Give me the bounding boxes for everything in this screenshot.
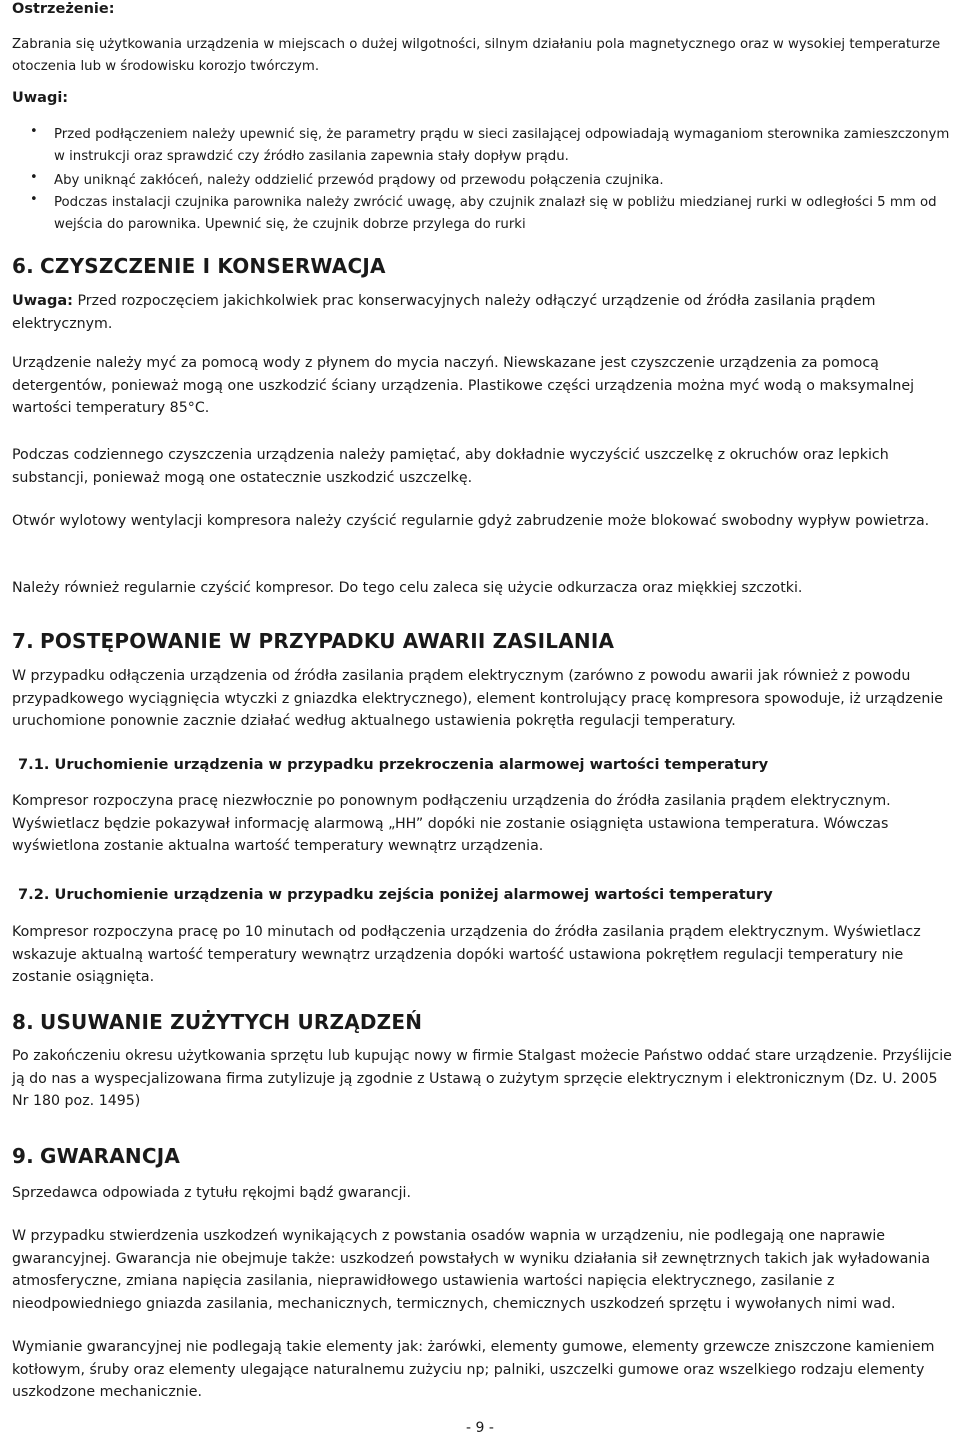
section-9-number: 9. (12, 1144, 34, 1168)
warning-text: Zabrania się użytkowania urządzenia w miejscach o dużej wilgotności, silnym działaniu pola magnetycznego oraz w wysokiej temperaturze otoczenia lub w środowisku korozjo twórczym. (12, 37, 941, 75)
subsection-7-2-text: Kompresor rozpoczyna pracę po 10 minutach od podłączenia urządzenia do źródła zasilania prądem elektrycznym. Wyświetlacz wskazuje aktualną wartość temperatury wewnątrz urządzenia dopóki wartość ustawiona pokrętłem regulacji temperatury nie zostanie osiągnięta. (12, 924, 921, 986)
section-9-paragraph: Wymianie gwarancyjnej nie podlegają takie elementy jak: żarówki, elementy gumowe, elementy grzewcze zniszczone kamieniem kotłowym, śruby oraz elementy ulegające naturalnemu zużyciu np; palniki, uszczelki gumowe oraz wszelkiego rodzaju elementy uszkodzone mechanicznie. (12, 1339, 935, 1401)
section-6-warning-text: Przed rozpoczęciem jakichkolwiek prac konserwacyjnych należy odłączyć urządzenie od źródła zasilania prądem elektrycznym. (12, 293, 876, 332)
section-9-paragraph: Sprzedawca odpowiada z tytułu rękojmi bądź gwarancji. (12, 1185, 411, 1201)
section-6-warning-label: Uwaga: (12, 293, 73, 309)
notes-item: Przed podłączeniem należy upewnić się, że parametry prądu w sieci zasilającej odpowiadają wymaganiom sterownika zamieszczonym w instrukcji oraz sprawdzić czy źródło zasilania zapewnia stały dopływ prądu. (54, 127, 950, 165)
warning-label: Ostrzeżenie: (12, 1, 115, 17)
section-8-paragraph: Po zakończeniu okresu użytkowania sprzętu lub kupując nowy w firmie Stalgast możecie Państwo oddać stare urządzenie. Przyślijcie ją do nas a wyspecjalizowana firma zutylizuje ją zgodnie z Ustawą o zużytym sprzęcie elektrycznym i elektronicznym (Dz. U. 2005 Nr 180 poz. 1495) (12, 1048, 952, 1110)
section-8-number: 8. (12, 1010, 34, 1034)
section-7-paragraph: W przypadku odłączenia urządzenia od źródła zasilania prądem elektrycznym (zarówno z powodu awarii jak również z powodu przypadkowego wyciągnięcia wtyczki z gniazdka elektrycznego), element kontrolujący pracę kompresora spowoduje, iż urządzenie uruchomione ponownie zacznie działać według aktualnego ustawienia pokrętła regulacji temperatury. (12, 668, 943, 730)
section-6-warning (12, 290, 956, 335)
section-6-paragraph: Otwór wylotowy wentylacji kompresora należy czyścić regularnie gdyż zabrudzenie może blokować swobodny wypływ powietrza. (12, 513, 930, 529)
section-8-title: USUWANIE ZUŻYTYCH URZĄDZEŃ (40, 1010, 423, 1034)
section-6-paragraph: Podczas codziennego czyszczenia urządzenia należy pamiętać, aby dokładnie wyczyścić uszczelkę z okruchów oraz lepkich substancji, ponieważ mogą one ostatecznie uszkodzić uszczelkę. (12, 447, 889, 486)
subsection-7-2-title: 7.2. Uruchomienie urządzenia w przypadku zejścia poniżej alarmowej wartości temperatury (18, 886, 773, 903)
subsection-7-1-title: 7.1. Uruchomienie urządzenia w przypadku przekroczenia alarmowej wartości temperatury (18, 756, 769, 773)
notes-item: Podczas instalacji czujnika parownika należy zwrócić uwagę, aby czujnik znalazł się w pobliżu miedzianej rurki w odległości 5 mm od wejścia do parownika. Upewnić się, że czujnik dobrze przylega do rurki (54, 195, 937, 233)
notes-item: Aby uniknąć zakłóceń, należy oddzielić przewód prądowy od przewodu połączenia czujnika. (54, 173, 664, 188)
page-number: - 9 - (466, 1420, 494, 1436)
section-9-paragraph: W przypadku stwierdzenia uszkodzeń wynikających z powstania osadów wapnia w urządzeniu, nie podlegają one naprawie gwarancyjnej. Gwarancja nie obejmuje także: uszkodzeń powstałych w wyniku działania sił zewnętrznych takich jak wyładowania atmosferyczne, zmiana napięcia zasilania, nieprawidłowego ustawienia wartości napięcia elektrycznego, zasilanie z nieodpowiedniego gniazda zasilania, mechanicznych, termicznych, chemicznych uszkodzeń sprzętu i wywołanych nimi wad. (12, 1228, 931, 1312)
bullet-icon: • (30, 124, 38, 139)
section-7-title: POSTĘPOWANIE W PRZYPADKU AWARII ZASILANIA (40, 629, 615, 653)
bullet-icon: • (30, 192, 38, 207)
bullet-icon: • (30, 170, 38, 185)
subsection-7-1-text: Kompresor rozpoczyna pracę niezwłocznie po ponownym podłączeniu urządzenia do źródła zasilania prądem elektrycznym. Wyświetlacz będzie pokazywał informację alarmową „HH” dopóki nie zostanie osiągnięta ustawiona temperatura. Wówczas wyświetlona zostanie aktualna wartość temperatury wewnątrz urządzenia. (12, 793, 891, 855)
section-6-number: 6. (12, 254, 34, 278)
section-6-paragraph: Należy również regularnie czyścić kompresor. Do tego celu zaleca się użycie odkurzacza oraz miękkiej szczotki. (12, 580, 803, 596)
section-9-title: GWARANCJA (40, 1144, 181, 1168)
section-6-paragraph: Urządzenie należy myć za pomocą wody z płynem do mycia naczyń. Niewskazane jest czyszczenie urządzenia za pomocą detergentów, ponieważ mogą one uszkodzić ściany urządzenia. Plastikowe części urządzenia można myć wodą o maksymalnej wartości temperatury 85°C. (12, 355, 915, 417)
notes-label: Uwagi: (12, 90, 69, 106)
section-7-number: 7. (12, 629, 34, 653)
section-6-title: CZYSZCZENIE I KONSERWACJA (40, 254, 386, 278)
